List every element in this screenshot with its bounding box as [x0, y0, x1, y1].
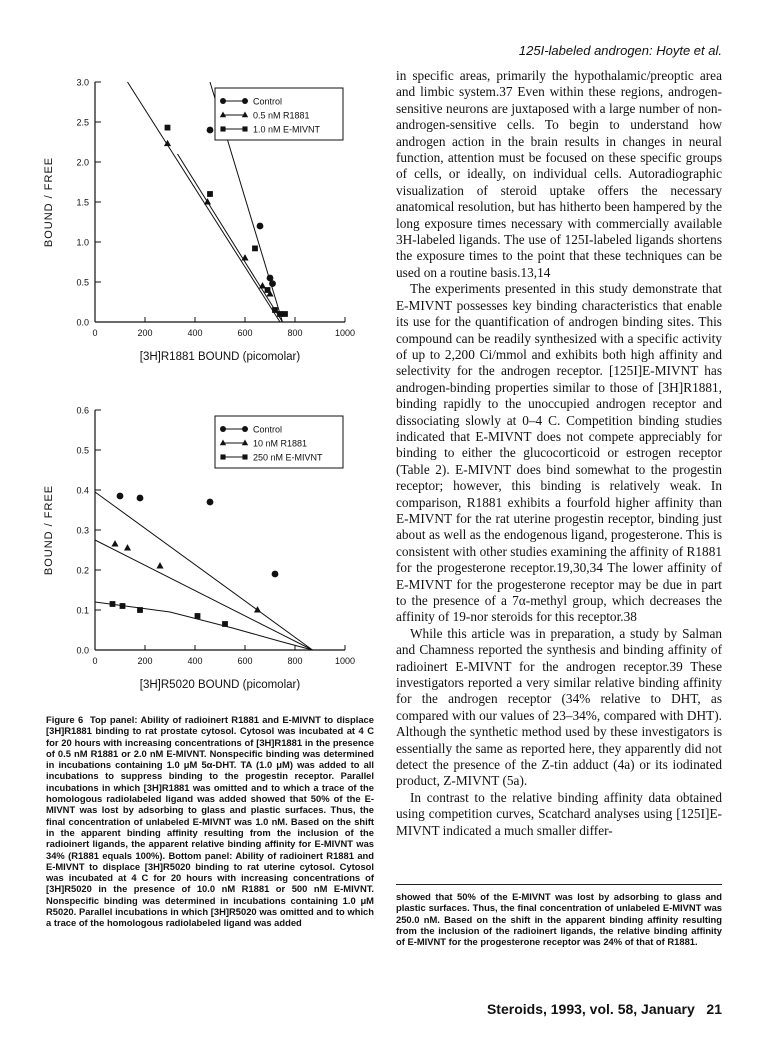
footnote-rule	[396, 884, 722, 885]
data-point-triangle	[156, 562, 163, 568]
data-point-circle	[220, 426, 226, 432]
y-tick-label: 0.2	[76, 565, 89, 576]
chart-top	[40, 70, 370, 375]
data-point-square	[120, 603, 126, 609]
legend-label: 10 nM R1881	[253, 438, 308, 449]
y-tick-label: 0.6	[76, 405, 89, 416]
x-tick-label: 800	[287, 328, 303, 338]
x-tick-label: 400	[187, 656, 203, 666]
data-point-square	[242, 454, 247, 459]
x-axis-label: [3H]R1881 BOUND (picomolar)	[139, 351, 301, 363]
x-tick-label: 200	[137, 328, 153, 338]
data-point-square	[165, 125, 171, 131]
x-tick-label: 1000	[334, 328, 356, 338]
data-point-triangle	[111, 540, 118, 546]
y-tick-label: 0.5	[76, 445, 89, 456]
paragraph: While this article was in preparation, a study by Salman and Chamness reported the synthesis and binding affinity of radioinert E-MIVNT for the androgen receptor.39 These investigators reported a very similar relative binding affinity for the androgen receptor (34% relative to DHT, as compared with our values of 23–34%, compared with DHT). Although the synthetic method used by these investigators is essentially the same as reported here, they apparently did not detect the presence of the Z-tin adduct (4a) or its iodinated product, Z-MIVNT (5a).	[396, 625, 722, 789]
data-point-circle	[220, 98, 226, 104]
chart-bottom	[40, 398, 370, 703]
legend-label: 1.0 nM E-MIVNT	[253, 124, 321, 135]
paragraph: The experiments presented in this study demonstrate that E-MIVNT possesses key binding characteristics that enable its use for the quantification of androgen binding sites. This compound can be readily synthesized with a specific activity of up to 2,200 Ci/mmol and exhibits both high affinity and selectivity for the androgen receptor. [125I]E-MIVNT has androgen-binding properties similar to those of [3H]R1881, binding rapidly to the unoccupied androgen receptor and dissociating slowly at 0–4 C. Competition binding studies indicated that E-MIVNT does not compete appreciably for binding to either the glucocorticoid or estrogen receptor (Table 2). E-MIVNT does bind somewhat to the progestin receptor; however, this binding is relatively weak. In comparison, R1881 exhibits a fourfold higher affinity than E-MIVNT for the rat uterine progestin receptor, binding just about as well as the endogenous ligand, progesterone. This is consistent with other studies examining the affinity of R1881 for the progesterone receptor.19,30,34 The lower affinity of E-MIVNT for the progesterone receptor may be due in part to the presence of a 7α-methyl group, which decreases the affinity of 19-nor steroids for this receptor.38	[396, 281, 722, 625]
y-tick-label: 1.5	[76, 197, 89, 208]
x-tick-label: 200	[137, 656, 153, 666]
data-point-triangle	[254, 606, 261, 612]
y-tick-label: 0.0	[76, 645, 89, 656]
y-axis-label: BOUND / FREE	[43, 484, 55, 576]
data-point-circle	[207, 127, 214, 134]
paragraph: In contrast to the relative binding affinity data obtained using competition curves, Scatchard analyses using [125I]E-MIVNT indicated a much smaller differ-	[396, 789, 722, 838]
legend-label: 250 nM E-MIVNT	[253, 452, 323, 463]
paragraph: in specific areas, primarily the hypothalamic/preoptic area and limbic system.37 Even within these regions, androgen-sensitive neurons are juxtaposed with a large number of non-androgen-sensitive cells. To begin to understand how androgen action in the brain results in changes in neural function, attention must be focused on these specific groups of cells, or ideally, on individual cells. Autoradiographic visualization of steroid uptake offers the necessary anatomical resolution, but has hitherto been hampered by the long exposure times necessary with commercially available 3H-labeled ligands. The use of 125I-labeled ligands shortens the exposure times to the point that these techniques can be used on a routine basis.13,14	[396, 68, 722, 280]
caption-text: Top panel: Ability of radioinert R1881 and E-MIVNT to displace [3H]R1881 binding to rat prostate cytosol. Cytosol was incubated at 4 C for 20 hours with increasing concentrations of [3H]R1881 in the presence of 0.5 nM R1881 or 2.0 nM E-MIVNT. Nonspecific binding was determined in incubations containing 1.0 μM 5α-DHT. TA (1.0 μM) was added to all incubations to suppress binding to the progestin receptor. Parallel incubations in which [3H]R1881 was omitted and to which a trace of the homologous radiolabeled ligand was added showed that 50% of the E-MIVNT was lost by adsorbing to glass and plastic surfaces. Thus, the final concentration of unlabeled E-MIVNT was 1.0 nM. Based on the shift in the apparent binding affinity resulting from the inclusion of the radioinert ligands, the apparent relative binding affinity for E-MIVNT was 34% (R1881 equals 100%). Bottom panel: Ability of radioinert R1881 and E-MIVNT to displace [3H]R5020 binding to rat uterine cytosol. Cytosol was incubated at 4 C for 20 hours with increasing concentrations of [3H]R5020 in the presence of 10.0 nM R1881 or 500 nM E-MIVNT. Nonspecific binding was determined in incubations containing 1.0 μM R5020. Parallel incubations in which [3H]R5020 was omitted and to which a trace of the homologous radiolabeled ligand was added	[46, 714, 374, 929]
data-point-square	[222, 621, 228, 627]
x-tick-label: 600	[237, 328, 253, 338]
regression-line	[178, 154, 283, 322]
chart-top-svg	[40, 70, 370, 370]
y-axis-label: BOUND / FREE	[43, 156, 55, 248]
x-tick-label: 800	[287, 656, 303, 666]
data-point-square	[242, 126, 247, 131]
legend-label: Control	[253, 424, 283, 435]
running-header: 125I-labeled androgen: Hoyte et al.	[518, 43, 722, 58]
regression-line	[95, 492, 313, 650]
y-tick-label: 0.0	[76, 317, 89, 328]
y-tick-label: 0.5	[76, 277, 89, 288]
y-tick-label: 0.3	[76, 525, 89, 536]
figure-caption	[46, 714, 374, 929]
data-point-square	[265, 287, 271, 293]
data-point-square	[272, 307, 278, 313]
y-tick-label: 0.1	[76, 605, 89, 616]
x-tick-label: 600	[237, 656, 253, 666]
data-point-square	[220, 126, 225, 131]
x-tick-label: 400	[187, 328, 203, 338]
data-point-circle	[242, 98, 248, 104]
legend-label: Control	[253, 96, 283, 107]
caption-continuation: showed that 50% of the E-MIVNT was lost by adsorbing to glass and plastic surfaces. Thus, the final concentration of unlabeled E-MIVNT was 250.0 nM. Based on the shift in the apparent binding affinity resulting from the inclusion of the radioinert ligands, the relative binding affinity of E-MIVNT for the progesterone receptor was 24% of that of R1881.	[396, 891, 722, 948]
legend-label: 0.5 nM R1881	[253, 110, 310, 121]
page-number: 21	[706, 1001, 722, 1017]
y-tick-label: 3.0	[76, 77, 89, 88]
data-point-square	[137, 607, 143, 613]
data-point-circle	[269, 280, 276, 287]
y-tick-label: 2.5	[76, 117, 89, 128]
data-point-square	[207, 191, 213, 197]
data-point-square	[110, 601, 116, 607]
data-point-square	[282, 311, 288, 317]
caption-label: Figure 6	[46, 714, 84, 725]
journal-citation: Steroids, 1993, vol. 58, January	[486, 1001, 695, 1017]
data-point-circle	[242, 426, 248, 432]
data-point-circle	[137, 495, 144, 502]
data-point-circle	[257, 223, 264, 230]
y-tick-label: 0.4	[76, 485, 89, 496]
data-point-triangle	[124, 544, 131, 550]
data-point-square	[277, 311, 283, 317]
chart-bottom-svg	[40, 398, 370, 698]
x-axis-label: [3H]R5020 BOUND (picomolar)	[139, 679, 301, 691]
x-tick-label: 0	[92, 656, 98, 666]
y-tick-label: 1.0	[76, 237, 89, 248]
data-point-circle	[117, 493, 124, 500]
data-point-square	[252, 246, 258, 252]
data-point-circle	[207, 499, 214, 506]
regression-line	[95, 540, 313, 650]
data-point-square	[195, 613, 201, 619]
x-tick-label: 1000	[334, 656, 356, 666]
x-tick-label: 0	[92, 328, 98, 338]
data-point-circle	[272, 571, 279, 578]
body-column	[396, 68, 722, 839]
page-footer	[487, 1001, 722, 1017]
data-point-square	[220, 454, 225, 459]
y-tick-label: 2.0	[76, 157, 89, 168]
